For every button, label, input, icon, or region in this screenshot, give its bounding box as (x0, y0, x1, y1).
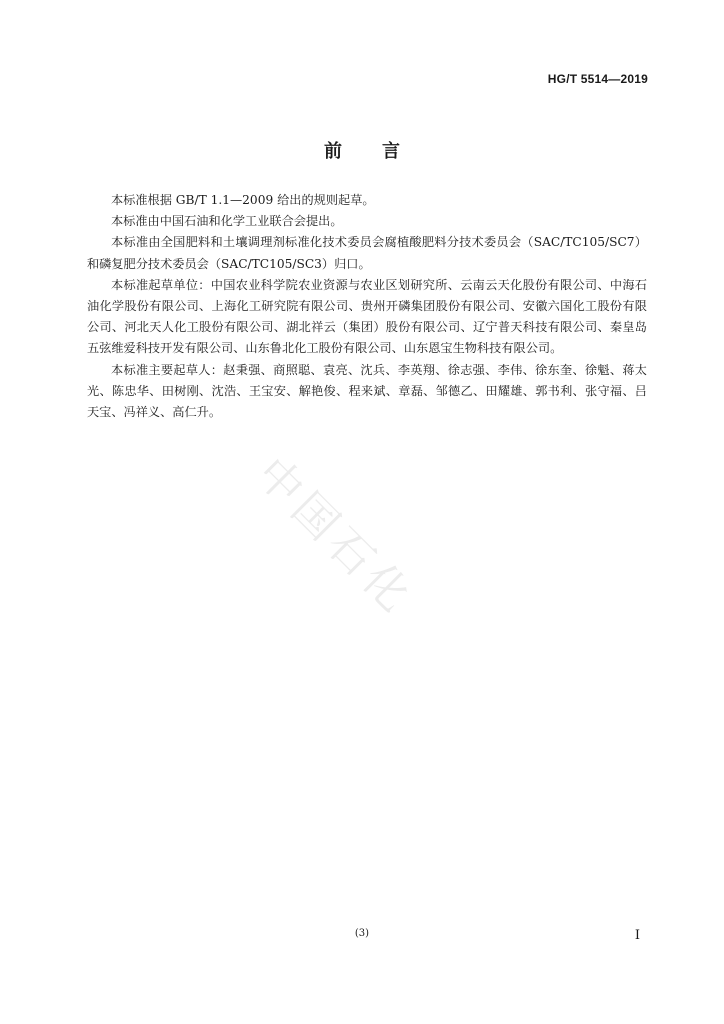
paragraph-proposer: 本标准由中国石油和化学工业联合会提出。 (111, 214, 343, 229)
paragraph-drafting-rules: 本标准根据 GB/T 1.1—2009 给出的规则起草。 (111, 193, 375, 207)
paragraph-drafting-units: 本标准起草单位：中国农业科学院农业资源与农业区划研究所、云南云天化股份有限公司、中海石油化学股份有限公司、上海化工研究院有限公司、贵州开磷集团股份有限公司、安徽六国化工股份有限公司、河北天人化工股份有限公司、湖北祥云（集团）股份有限公司、辽宁普天科技有限公司、秦皇岛五弦维爱科技开发有限公司、山东鲁北化工股份有限公司、山东恩宝生物科技有限公司。 (87, 277, 647, 356)
foreword-body (87, 190, 647, 423)
paragraph-drafters: 本标准主要起草人：赵秉强、商照聪、袁亮、沈兵、李英翔、徐志强、李伟、徐东奎、徐魁、蒋太光、陈忠华、田树刚、沈浩、王宝安、解艳俊、程来斌、章磊、邹德乙、田耀雄、郭书利、张守福、吕天宝、冯祥义、高仁升。 (87, 362, 647, 420)
standard-code: HG/T 5514—2019 (547, 72, 648, 86)
watermark: 中国石化 (246, 447, 424, 626)
page-title: 前言 (324, 141, 440, 162)
paragraph-committee: 本标准由全国肥料和土壤调理剂标准化技术委员会腐植酸肥料分技术委员会（SAC/TC105/SC7）和磷复肥分技术委员会（SAC/TC105/SC3）归口。 (87, 235, 647, 271)
page-number: (3) (354, 928, 370, 939)
roman-page-number: I (634, 928, 640, 943)
